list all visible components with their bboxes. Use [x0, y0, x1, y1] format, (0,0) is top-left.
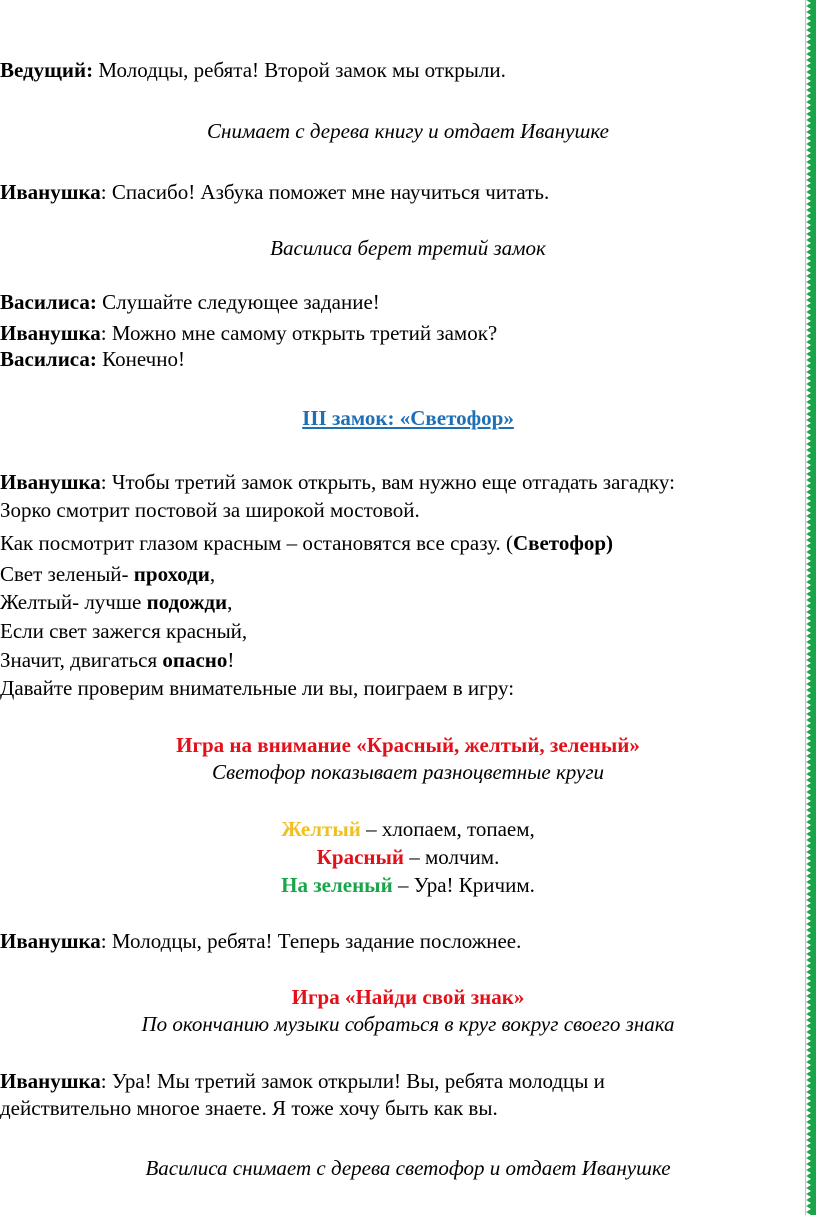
emphasis: проходи	[133, 562, 210, 586]
stage-direction: Василиса снимает с дерева светофор и отдает Иванушке	[145, 1156, 671, 1180]
speaker: Василиса:	[0, 347, 97, 371]
line-text: ,	[227, 590, 233, 614]
speaker: Иванушка	[0, 1069, 101, 1093]
color-word: Красный	[316, 845, 404, 869]
line-text: : Молодцы, ребята! Теперь задание посложнее.	[100, 929, 522, 953]
stage-direction: Снимает с дерева книгу и отдает Иванушке	[207, 119, 609, 143]
line-text: Молодцы, ребята! Второй замок мы открыли.	[93, 58, 506, 82]
line-text: !	[227, 648, 235, 672]
speaker: Василиса:	[0, 290, 97, 314]
riddle-line: Зорко смотрит постовой за широкой мостовой.	[0, 498, 420, 522]
line-text: : Можно мне самому открыть третий замок?	[100, 321, 498, 345]
line-text: Значит, двигаться	[0, 648, 163, 672]
game-rule	[0, 872, 816, 898]
dialogue-line	[0, 1068, 605, 1094]
dialogue-line	[0, 469, 675, 495]
game-description: Светофор показывает разноцветные круги	[211, 760, 605, 784]
speaker: Иванушка	[0, 180, 101, 204]
line-text: Слушайте следующее задание!	[96, 290, 380, 314]
poem-line	[0, 589, 232, 615]
speaker: Иванушка	[0, 929, 101, 953]
game-title-text: Игра на внимание «Красный, желтый, зеленый»	[176, 733, 640, 757]
speaker: Иванушка	[0, 321, 101, 345]
line-text: – хлопаем, топаем,	[360, 817, 535, 841]
line-text: Как посмотрит глазом красным – остановятся все сразу. (	[0, 531, 513, 555]
line-text: : Чтобы третий замок открыть, вам нужно еще отгадать загадку:	[100, 470, 675, 494]
stage-direction: Василиса берет третий замок	[270, 236, 546, 260]
emphasis: опасно	[162, 648, 228, 672]
game-rule	[0, 844, 816, 870]
game-description: По окончанию музыки собраться в круг вокруг своего знака	[141, 1012, 675, 1036]
section-heading	[0, 405, 816, 431]
text-line: Давайте проверим внимательные ли вы, поиграем в игру:	[0, 676, 515, 700]
speaker: Ведущий:	[0, 58, 94, 82]
poem-line	[0, 561, 215, 587]
poem-line: Если свет зажегся красный,	[0, 619, 248, 643]
line-text: – молчим.	[403, 845, 500, 869]
emphasis: подожди	[146, 590, 228, 614]
dialogue-line	[0, 928, 521, 954]
dialogue-line	[0, 346, 185, 372]
dialogue-line	[0, 289, 380, 315]
game-title	[0, 732, 816, 758]
dialogue-line	[0, 320, 497, 346]
decorative-page-border	[805, 0, 816, 1215]
heading-text: III замок: «Светофор»	[302, 406, 514, 430]
game-rule	[0, 816, 816, 842]
riddle-answer: Светофор)	[512, 531, 614, 555]
line-text: Конечно!	[96, 347, 185, 371]
game-title	[0, 984, 816, 1010]
poem-line	[0, 647, 234, 673]
dialogue-line	[0, 57, 506, 83]
color-word: Желтый	[281, 817, 361, 841]
speaker: Иванушка	[0, 470, 101, 494]
line-text: : Спасибо! Азбука поможет мне научиться читать.	[100, 180, 550, 204]
line-text: Желтый- лучше	[0, 590, 147, 614]
line-text: – Ура! Кричим.	[392, 873, 535, 897]
line-text: ,	[209, 562, 216, 586]
color-word: На зеленый	[281, 873, 393, 897]
line-text: : Ура! Мы третий замок открыли! Вы, ребята молодцы и	[100, 1069, 605, 1093]
riddle-line	[0, 530, 613, 556]
text-line: действительно многое знаете. Я тоже хочу быть как вы.	[0, 1096, 498, 1120]
game-title-text: Игра «Найди свой знак»	[291, 985, 525, 1009]
dialogue-line	[0, 179, 549, 205]
line-text: Свет зеленый-	[0, 562, 134, 586]
